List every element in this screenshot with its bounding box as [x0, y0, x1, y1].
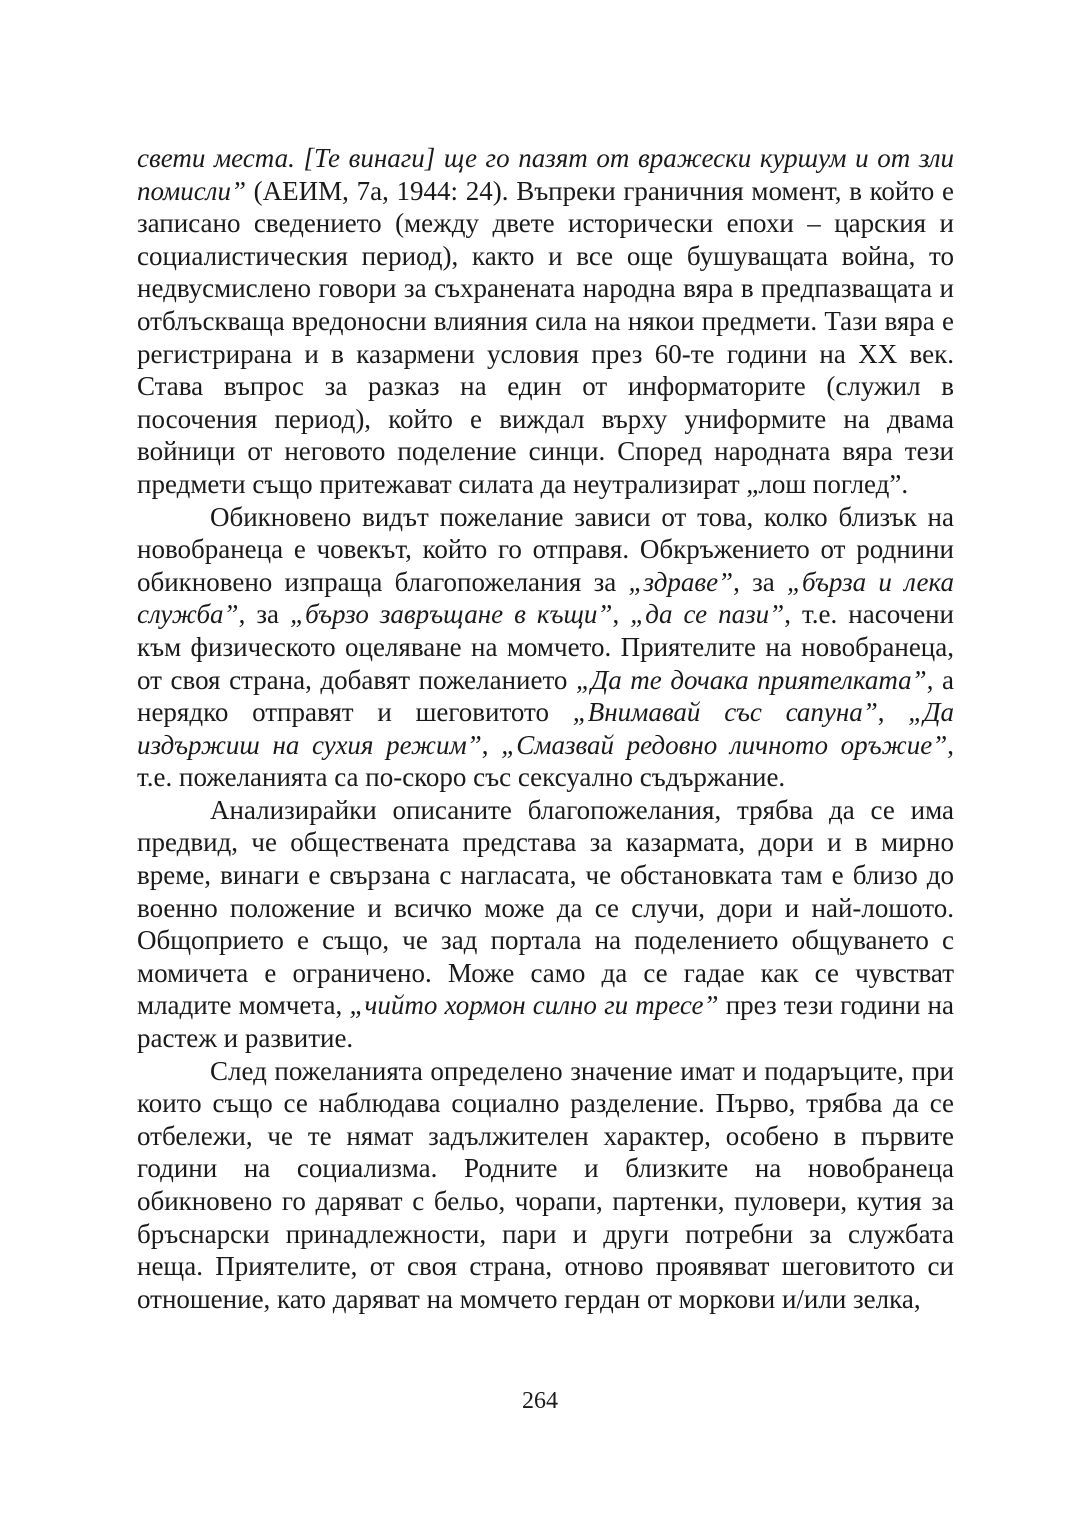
paragraph-4: След пожеланията определено значение имат и подаръците, при които също се наблюдава социално разделение. Първо, трябва да се отбележи, че те нямат задължителен характер, особено в първите години на социализма. Родните и близките на новобранеца обикновено го даряват с бельо, чорапи, партенки, пуловери, кутия за бръснарски принадлежности, пари и други потребни за службата неща. Приятелите, от своя страна, отново проявяват шеговитото си отношение, като даряват на момчето гердан от моркови и/или зелка,	[137, 1055, 954, 1314]
page-number: 264	[522, 1388, 558, 1414]
body-text	[137, 142, 954, 1315]
paragraph-2: Обикновено видът пожелание зависи от това, колко близък на новобранеца е човекът, който го отправя. Обкръжението от роднини обикновено изпраща благопожелания за „здраве”, за „бърза и лека служба”, за „бързо завръщане в къщи”, „да се пази”, т.е. насочени към физическото оцеляване на момчето. Приятелите на новобранеца, от своя страна, добавят пожеланието „Да те дочака приятелката”, а нерядко отправят и шеговитото „Внимавай със сапуна”, „Да издържиш на сухия режим”, „Смазвай редовно личното оръжие”, т.е. пожеланията са по-скоро със сексуално съдържание.	[137, 501, 955, 793]
paragraph-3: Анализирайки описаните благопожелания, трябва да се има предвид, че обществената представа за казармата, дори и в мирно време, винаги е свързана с нагласата, че обстановката там е близо до военно положение и всичко може да се случи, дори и най-лошото. Общоприето е също, че зад портала на поделението общуването с момичета е ограничено. Може само да се гадае как се чувстват младите момчета, „чийто хормон силно ги тресе” през тези години на растеж и развитие.	[137, 794, 954, 1054]
paragraph-1: свети места. [Те винаги] ще го пазят от вражески куршум и от зли помисли” (АЕИМ, 7а, 1944: 24). Въпреки граничния момент, в който е записано сведението (между двете исторически епохи – царския и социалистическия период), както и все още бушуващата война, то недвусмислено говори за съхранената народна вяра в предпазващата и отблъскваща вредоносни влияния сила на някои предмети. Тази вяра е регистрирана и в казармени условия през 60-те години на ХХ век. Става въпрос за разказ на един от информаторите (служил в посочения период), който е виждал върху униформите на двама войници от неговото поделение синци. Според народната вяра тези предмети също притежават силата да неутрализират „лош поглед”.	[137, 143, 954, 499]
